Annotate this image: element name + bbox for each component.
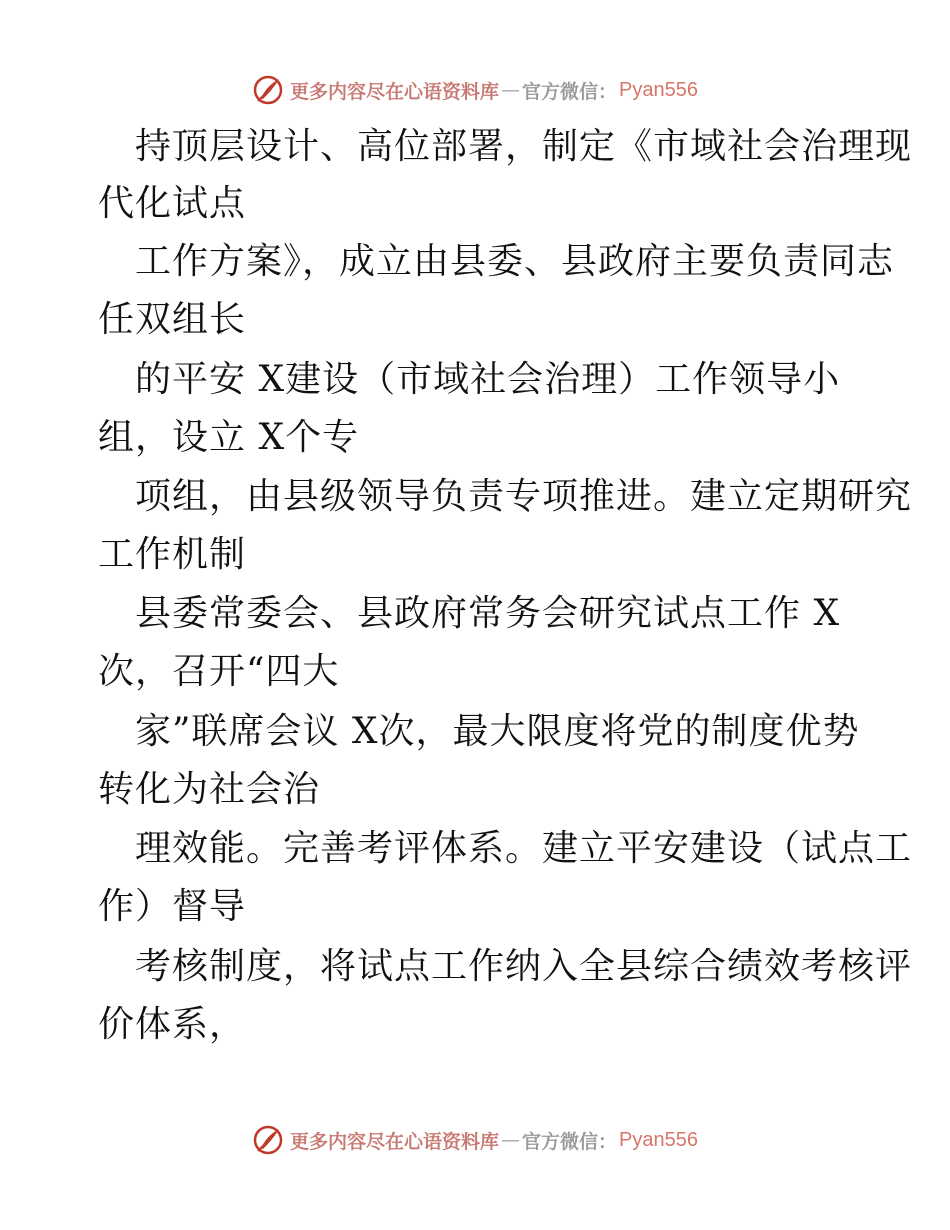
watermark-dash: —	[501, 1129, 521, 1151]
watermark-dash: —	[501, 79, 521, 101]
body-line: 工作方案》，成立由县委、县政府主要负责同志	[135, 241, 895, 282]
footer-watermark	[0, 1120, 950, 1160]
watermark-label: 官方微信：	[522, 1130, 618, 1153]
body-line: 的平安 X建设（市域社会治理）工作领导小	[135, 359, 841, 400]
body-line: 县委常委会、县政府常务会研究试点工作 X	[135, 593, 841, 634]
watermark-id: Pyan556	[619, 78, 698, 101]
feather-pen-logo-icon	[252, 1124, 284, 1156]
body-line: 家”联席会议 X次，最大限度将党的制度优势	[135, 711, 860, 752]
body-line: 项组，由县级领导负责专项推进。建立定期研究	[135, 476, 913, 517]
body-line: 任双组长	[98, 299, 247, 340]
watermark-brand: 更多内容尽在心语资料库	[290, 80, 500, 103]
body-line: 工作机制	[98, 534, 247, 575]
body-line: 理效能。完善考评体系。建立平安建设（试点工	[135, 828, 913, 869]
watermark-id: Pyan556	[619, 1128, 698, 1151]
body-line: 代化试点	[98, 183, 247, 224]
body-line: 组，设立 X个专	[98, 417, 360, 458]
body-line: 持顶层设计、高位部署，制定《市域社会治理现	[135, 126, 913, 167]
body-line: 次，召开“四大	[98, 651, 340, 692]
body-line: 考核制度，将试点工作纳入全县综合绩效考核评	[135, 946, 913, 987]
watermark-brand: 更多内容尽在心语资料库	[290, 1130, 500, 1153]
body-line: 价体系，	[98, 1004, 247, 1045]
watermark-label: 官方微信：	[522, 80, 618, 103]
body-line: 作）督导	[98, 886, 247, 927]
body-line: 转化为社会治	[98, 769, 321, 810]
